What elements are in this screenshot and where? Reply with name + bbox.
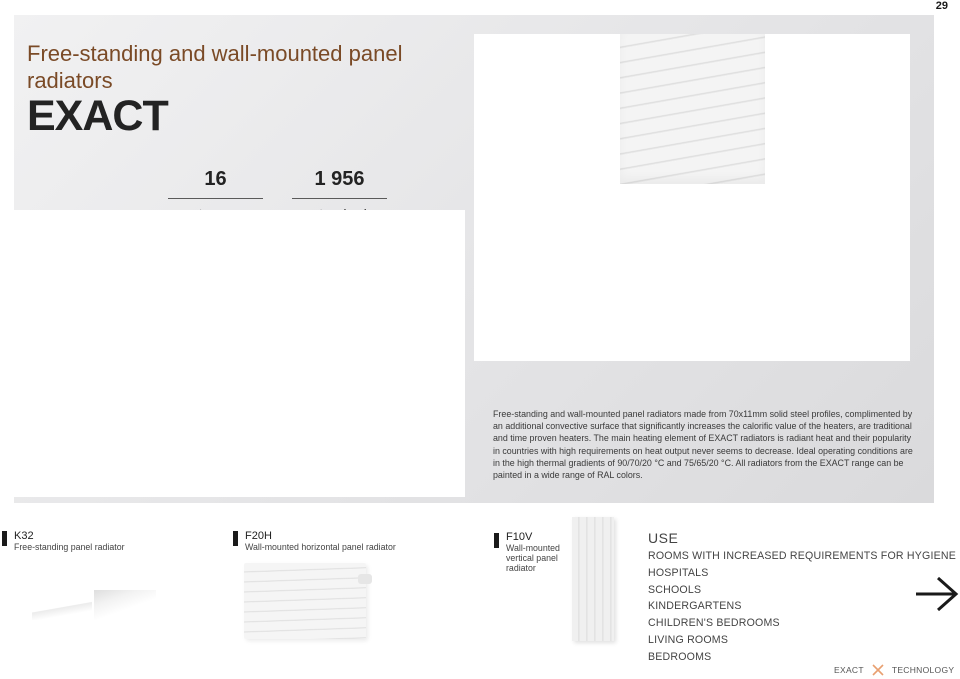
use-item: KINDERGARTENS <box>648 600 742 613</box>
footer-brand: EXACT <box>834 665 864 675</box>
footer <box>834 664 954 676</box>
k32-image <box>32 600 92 620</box>
k32-description: Free-standing panel radiator <box>14 542 125 552</box>
k32-image <box>94 590 156 620</box>
use-item: LIVING ROOMS <box>648 633 729 646</box>
product-name: EXACT <box>27 92 168 140</box>
use-item: BEDROOMS <box>648 650 712 663</box>
f10v-description: Wall-mounted vertical panel radiator <box>506 543 560 573</box>
k32-code: K32 <box>14 530 34 542</box>
use-item: CHILDREN'S BEDROOMS <box>648 617 780 630</box>
f20h-image <box>244 563 366 639</box>
f20h-marker <box>233 531 238 546</box>
k32-marker <box>2 531 7 546</box>
f20h-code: F20H <box>245 530 272 542</box>
f10v-image <box>572 517 614 641</box>
f20h-pipe-fitting <box>358 574 372 584</box>
use-item: SCHOOLS <box>648 583 702 596</box>
use-list <box>648 548 956 666</box>
stat-value: 1 956 <box>314 168 365 190</box>
product-photo-left <box>14 210 465 497</box>
f20h-description: Wall-mounted horizontal panel radiator <box>245 542 396 552</box>
radiator-image <box>620 34 765 184</box>
page-number: 29 <box>935 0 948 12</box>
page-title: Free-standing and wall-mounted panel radiators <box>27 41 403 93</box>
use-item: HOSPITALS <box>648 566 709 579</box>
product-description: Free-standing and wall-mounted panel radiators made from 70x11mm solid steel profiles, complimented by an additional convective surface that significantly increases the calorific value of the heaters, are traditional and time proven heaters. The main heating element of EXACT radiators is radiant heat and their popularity in countries with high requirements on heat output never seems to decrease. Ideal operating conditions are in the high thermal gradients of 90/70/20 °C and 75/65/20 °C. All radiators from the EXACT range can be painted in a wide range of RAL colors. <box>493 409 913 481</box>
footer-section: TECHNOLOGY <box>891 665 955 675</box>
stat-divider <box>168 198 263 199</box>
stat-value: 16 <box>204 168 227 190</box>
x-mark-icon <box>872 664 884 676</box>
f10v-marker <box>494 533 499 548</box>
arrow-right-icon[interactable] <box>912 570 960 618</box>
stat-divider <box>292 198 387 199</box>
use-heading: USE <box>648 530 679 546</box>
f10v-code: F10V <box>506 531 533 543</box>
use-item: ROOMS WITH INCREASED REQUIREMENTS FOR HYGIENE <box>648 550 956 562</box>
